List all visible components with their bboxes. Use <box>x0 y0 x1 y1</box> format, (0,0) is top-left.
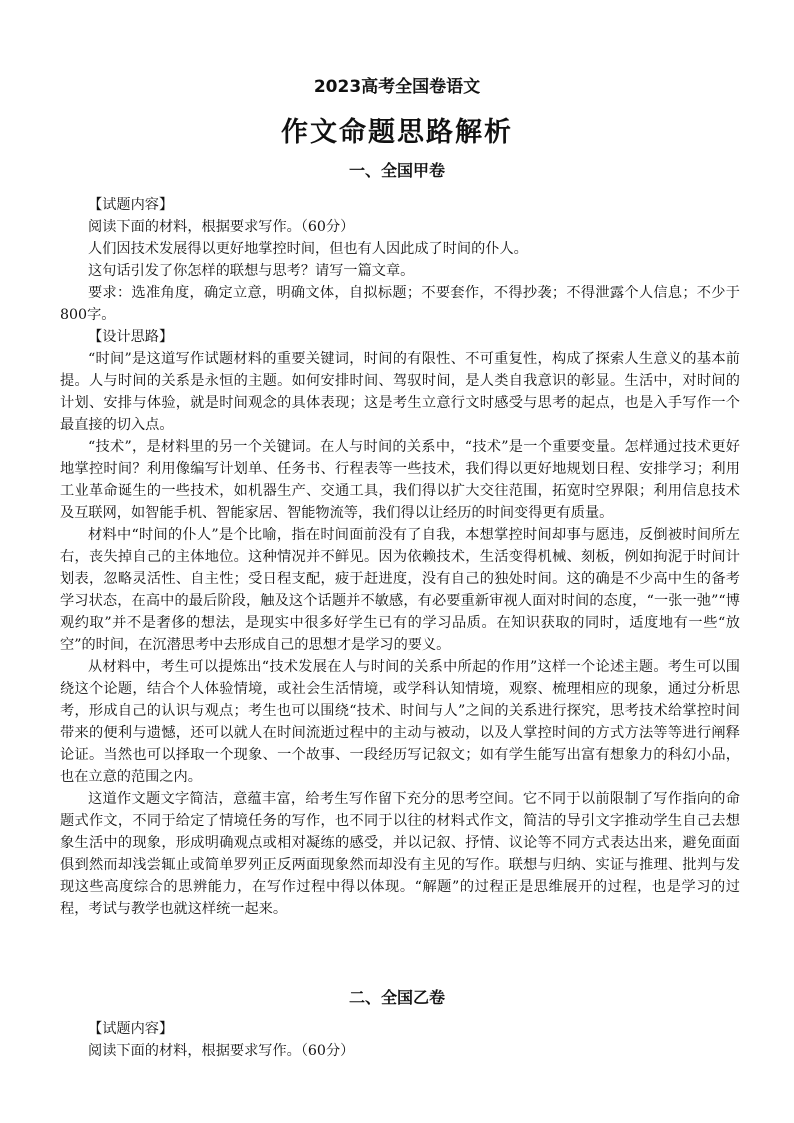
body-paragraph: 从材料中，考生可以提炼出“技术发展在人与时间的关系中所起的作用”这样一个论述主题。考生可以围绕这个论题，结合个人体验情境，或社会生活情境，或学科认知情境，观察、梳理相应的现象，通过分析思考，形成自己的认识与观点；考生也可以围绕“技术、时间与人”之间的关系进行探究，思考技术给掌控时间带来的便利与遗憾，还可以就人在时间流逝过程中的主动与被动，以及人掌控时间的方式方法等等进行阐释论证。当然也可以择取一个现象、一个故事、一段经历写记叙文；如有学生能写出富有想象力的科幻小品，也在立意的范围之内。 <box>60 659 740 785</box>
body-paragraph: 材料中“时间的仆人”是个比喻，指在时间面前没有了自我，本想掌控时间却事与愿违，反倒被时间所左右，丧失掉自己的主体地位。这种情况并不鲜见。因为依赖技术，生活变得机械、刻板，例如拘泥于时间计划表，忽略灵活性、自主性；受日程支配，疲于赶进度，没有自己的独处时间。这的确是不少高中生的备考学习状态，在高中的最后阶段，触及这个话题并不敏感，有必要重新审视人面对时间的态度，“一张一弛”“博观约取”并不是奢侈的想法，是现实中很多好学生已有的学习品质。在知识获取的同时，适度地有一些“放空”的时间，在沉潜思考中去形成自己的思想才是学习的要义。 <box>60 527 740 653</box>
document-title-main: 作文命题思路解析 <box>281 117 513 148</box>
prompt-line: 人们因技术发展得以更好地掌控时间，但也有人因此成了时间的仆人。 <box>88 241 528 257</box>
prompt-requirements: 要求：选准角度，确定立意，明确文体，自拟标题；不要套作，不得抄袭；不得泄露个人信息；不少于800字。 <box>60 285 740 323</box>
tag-content: 【试题内容】 <box>88 1021 174 1037</box>
prompt-line: 阅读下面的材料，根据要求写作。（60分） <box>88 219 355 235</box>
section-heading-yi: 二、全国乙卷 <box>348 988 445 1007</box>
tag-design: 【设计思路】 <box>88 329 174 345</box>
prompt-line: 这句话引发了你怎样的联想与思考？请写一篇文章。 <box>88 263 415 279</box>
section-heading-jia: 一、全国甲卷 <box>348 161 445 180</box>
prompt-line: 阅读下面的材料，根据要求写作。（60分） <box>88 1043 355 1059</box>
body-paragraph: “技术”，是材料里的另一个关键词。在人与时间的关系中，“技术”是一个重要变量。怎样通过技术更好地掌控时间？利用像编写计划单、任务书、行程表等一些技术，我们得以更好地规划日程、安排学习；利用工业革命诞生的一些技术，如机器生产、交通工具，我们得以扩大交往范围，拓宽时空界限；利用信息技术及互联网，如智能手机、智能家居、智能物流等，我们得以让经历的时间变得更有质量。 <box>60 439 740 521</box>
body-paragraph: 这道作文题文字简洁，意蕴丰富，给考生写作留下充分的思考空间。它不同于以前限制了写作指向的命题式作文，不同于给定了情境任务的写作，也不同于以往的材料式作文，简洁的导引文字推动学生自己去想象生活中的现象，形成明确观点或相对凝练的感受，并以记叙、抒情、议论等不同方式表达出来，避免面面俱到然而却浅尝辄止或简单罗列正反两面现象然而却没有主见的写作。联想与归纳、实证与推理、批判与发现这些高度综合的思辨能力，在写作过程中得以体现。“解题”的过程正是思维展开的过程，也是学习的过程，考试与教学也就这样统一起来。 <box>60 791 740 917</box>
section-body-yi <box>60 1018 740 1062</box>
tag-content: 【试题内容】 <box>88 197 174 213</box>
body-paragraph: “时间”是这道写作试题材料的重要关键词，时间的有限性、不可重复性，构成了探索人生意义的基本前提。人与时间的关系是永恒的主题。如何安排时间、驾驭时间，是人类自我意识的彰显。生活中，对时间的计划、安排与体验，就是时间观念的具体表现；这是考生立意行文时感受与思考的起点，也是入手写作一个最直接的切入点。 <box>60 351 740 433</box>
document-title-year: 2023高考全国卷语文 <box>313 77 481 97</box>
section-body-jia <box>60 194 740 920</box>
